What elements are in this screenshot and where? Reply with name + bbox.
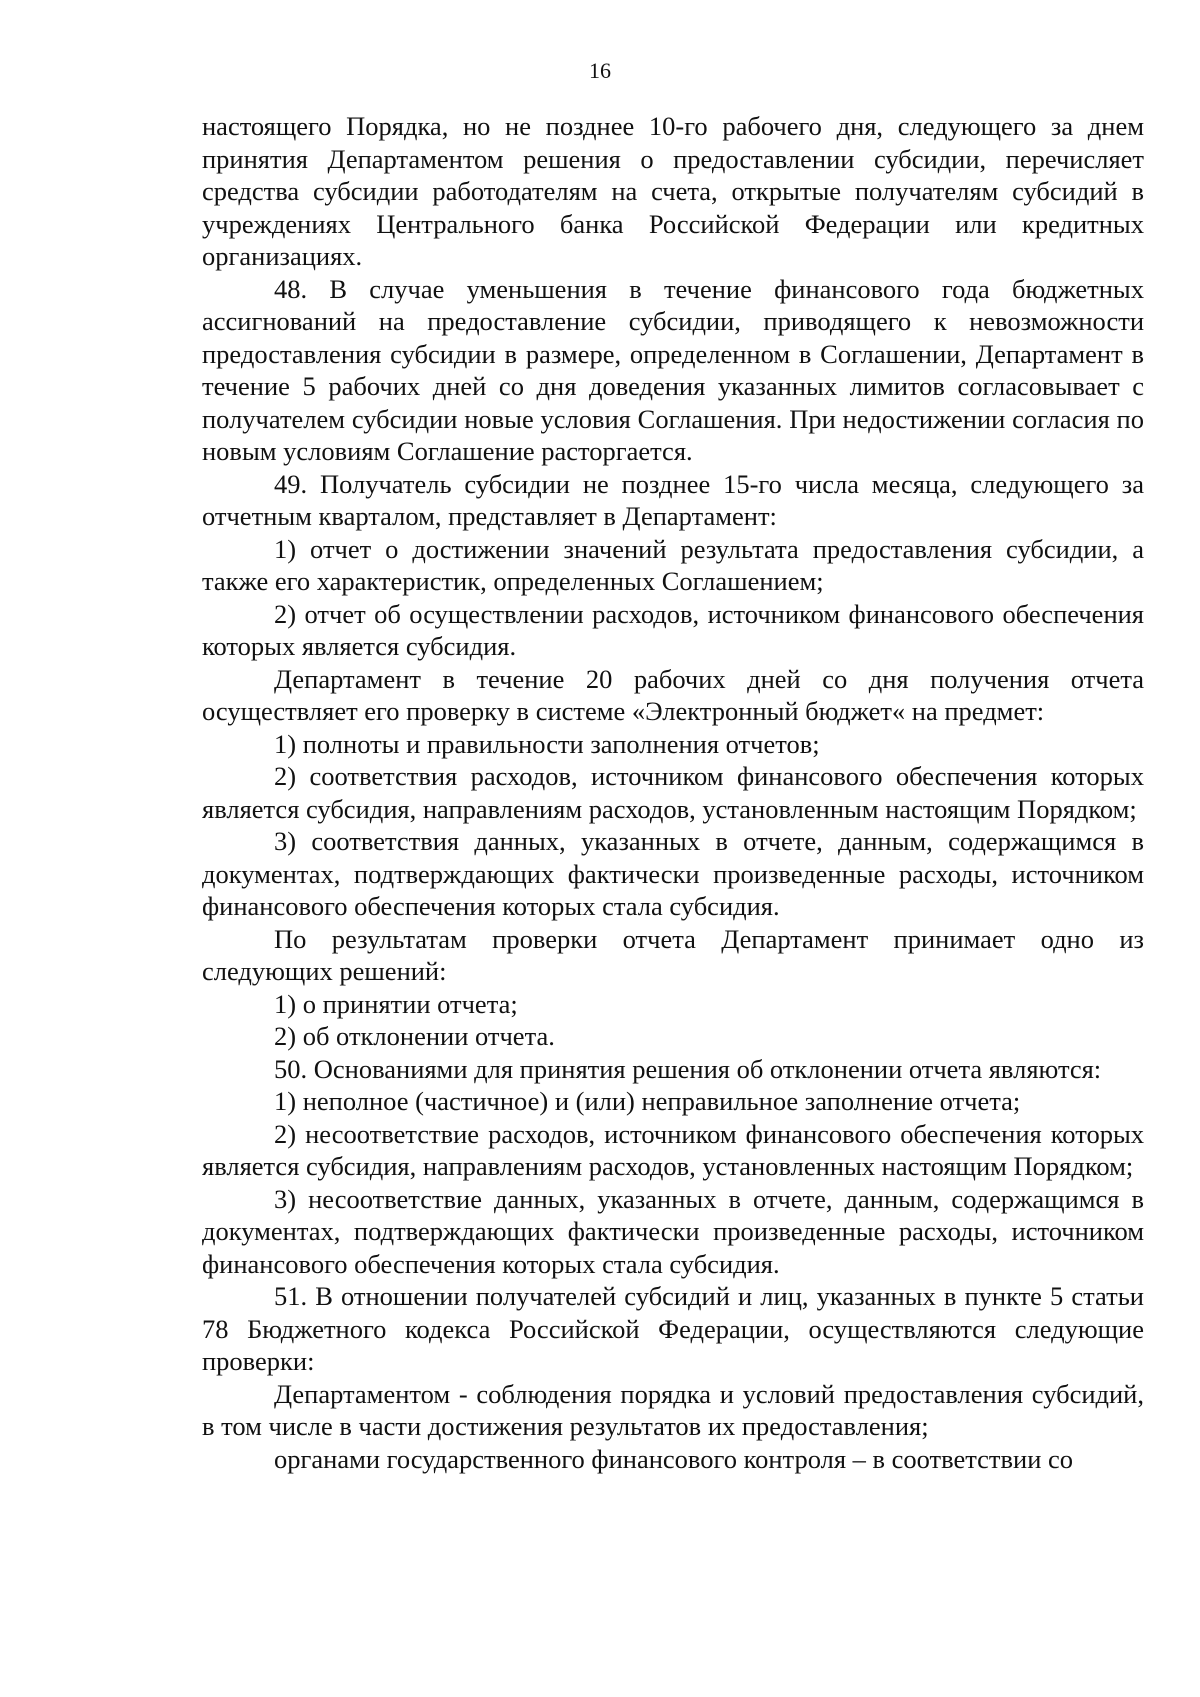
paragraph-decisions: По результатам проверки отчета Департамент принимает одно из следующих решений:	[202, 923, 1144, 986]
page-number: 16	[589, 58, 611, 83]
list-item-decision-2: 2) об отклонении отчета.	[274, 1021, 555, 1051]
document-body	[202, 110, 1144, 1475]
list-item-check-3: 3) соответствия данных, указанных в отчете, данным, содержащимся в документах, подтверждающих фактически произведенные расходы, источником финансового обеспечения которых стала субсидия.	[202, 826, 1144, 921]
list-item-check-2: 2) соответствия расходов, источником финансового обеспечения которых является субсидия, направлениям расходов, установленным настоящим Порядком;	[202, 761, 1144, 824]
list-item-49-1: 1) отчет о достижении значений результата предоставления субсидии, а также его характеристик, определенных Соглашением;	[202, 533, 1144, 596]
paragraph-51-department: Департаментом - соблюдения порядка и условий предоставления субсидий, в том числе в части достижения результатов их предоставления;	[202, 1378, 1144, 1441]
paragraph-51: 51. В отношении получателей субсидий и лиц, указанных в пункте 5 статьи 78 Бюджетного кодекса Российской Федерации, осуществляются следующие проверки:	[202, 1281, 1144, 1376]
list-item-50-2: 2) несоответствие расходов, источником финансового обеспечения которых является субсидия, направлениям расходов, установленных настоящим Порядком;	[202, 1118, 1144, 1181]
list-item-49-2: 2) отчет об осуществлении расходов, источником финансового обеспечения которых является субсидия.	[202, 598, 1144, 661]
paragraph-50: 50. Основаниями для принятия решения об отклонении отчета являются:	[274, 1053, 1102, 1084]
list-item-50-3: 3) несоответствие данных, указанных в отчете, данным, содержащимся в документах, подтверждающих фактически произведенные расходы, источником финансового обеспечения которых стала субсидия.	[202, 1183, 1144, 1279]
list-item-decision-1: 1) о принятии отчета;	[274, 988, 518, 1019]
list-item-50-1: 1) неполное (частичное) и (или) неправильное заполнение отчета;	[274, 1086, 1021, 1116]
paragraph-49: 49. Получатель субсидии не позднее 15-го числа месяца, следующего за отчетным кварталом, представляет в Департамент:	[202, 468, 1144, 531]
paragraph-continuation: настоящего Порядка, но не позднее 10-го рабочего дня, следующего за днем принятия Департаментом решения о предоставлении субсидии, перечисляет средства субсидии работодателям на счета, открытые получателям субсидий в учреждениях Центрального банка Российской Федерации или кредитных организациях.	[202, 111, 1144, 271]
paragraph-report-check: Департамент в течение 20 рабочих дней со дня получения отчета осуществляет его проверку в системе «Электронный бюджет« на предмет:	[202, 663, 1144, 726]
paragraph-51-control-bodies: органами государственного финансового контроля – в соответствии со	[274, 1443, 1074, 1474]
paragraph-48: 48. В случае уменьшения в течение финансового года бюджетных ассигнований на предоставление субсидии, приводящего к невозможности предоставления субсидии в размере, определенном в Соглашении, Департамент в течение 5 рабочих дней со дня доведения указанных лимитов согласовывает с получателем субсидии новые условия Соглашения. При недостижении согласия по новым условиям Соглашение расторгается.	[202, 273, 1144, 466]
list-item-check-1: 1) полноты и правильности заполнения отчетов;	[274, 728, 820, 759]
